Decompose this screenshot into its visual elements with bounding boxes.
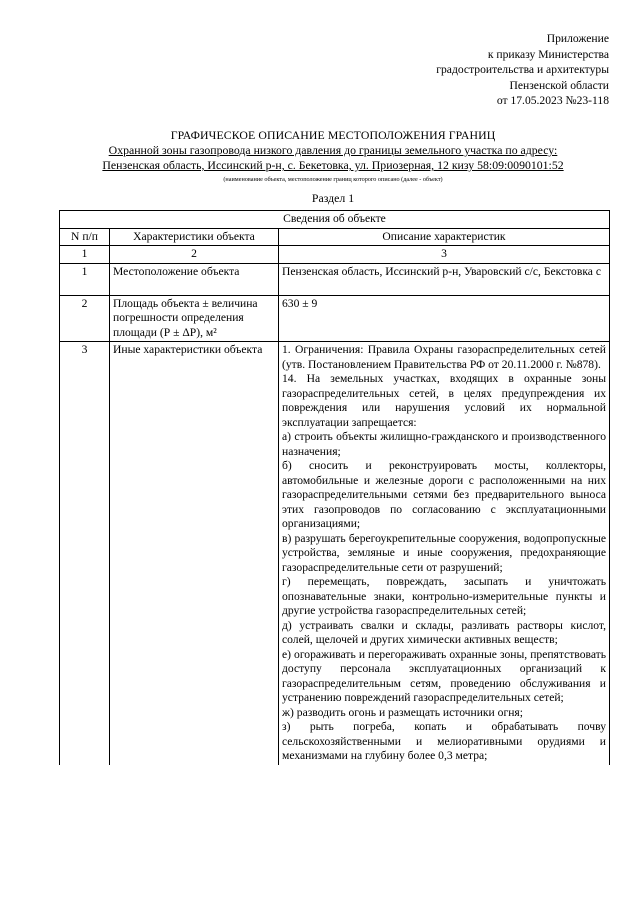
restriction-paragraph: в) разрушать берегоукрепительные сооружения, водопропускные устройства, земляные и иные сооружения, предохраняющие газораспределительные сети от разрушений; [282,531,607,574]
row-number: 2 [60,295,110,342]
header-cell-number: N п/п [60,228,110,246]
table-caption: Сведения об объекте [60,211,610,229]
restriction-paragraph: а) строить объекты жилищно-гражданского и производственного назначения; [282,430,607,458]
restriction-paragraph: г) перемещать, повреждать, засыпать и уничтожать опознавательные знаки, контрольно-измерительные пункты и другие устройства газораспределительных сетей; [282,575,607,617]
table-caption-row [60,211,610,229]
appendix-line: Пензенской области [509,78,609,92]
table-row [60,263,610,295]
document-title: ГРАФИЧЕСКОЕ ОПИСАНИЕ МЕСТОПОЛОЖЕНИЯ ГРАНИЦ [170,128,496,142]
object-description-note: (наименование объекта, местоположение границ которого описано (далее - объект) [223,176,443,183]
restriction-paragraph: з) рыть погреба, копать и обрабатывать почву сельскохозяйственными и мелиоративными орудиями и механизмами на глубину более 0,3 метра; [282,720,607,762]
appendix-line: от 17.05.2023 №23-118 [496,94,609,108]
object-description-line-2: Пензенская область, Иссинский р-н, с. Бекетовка, ул. Приозерная, 12 кизу 58:09:0090101:52 [102,158,564,172]
table-row [60,295,610,342]
appendix-line: Приложение [546,32,609,45]
object-description-line-1: Охранной зоны газопровода низкого давления до границы земельного участка по адресу: [108,143,558,157]
row-characteristic: Местоположение объекта [110,263,279,295]
document-title-block [58,128,608,184]
appendix-line: к приказу Министерства [487,47,609,61]
restriction-paragraph: д) устраивать свалки и склады, разливать растворы кислот, солей, щелочей и других химически активных веществ; [282,618,607,646]
column-number: 1 [60,246,110,264]
row-number: 1 [60,263,110,295]
row-description: 630 ± 9 [279,295,610,342]
appendix-line: градостроительства и архитектуры [436,63,609,77]
restriction-paragraph: ж) разводить огонь и размещать источники огня; [282,705,523,719]
column-number: 2 [110,246,279,264]
section-heading: Раздел 1 [311,191,355,205]
restriction-paragraph: 1. Ограничения: Правила Охраны газораспределительных сетей (утв. Постановлением Правительства РФ от 20.11.2000 г. №878). [282,343,607,371]
restriction-paragraph: б) сносить и реконструировать мосты, коллекторы, автомобильные и железные дороги с расположенными на них газораспределительными сетями без предварительного выноса этих газопроводов по согласованию с эксплуатационными организациями; [282,459,607,530]
restriction-paragraph: е) огораживать и перегораживать охранные зоны, препятствовать доступу персонала эксплуатационных организаций к газораспределительным сетям, проведению обслуживания и устранению повреждений газораспределительных сетей; [282,647,607,704]
column-number: 3 [279,246,610,264]
appendix-block [349,31,609,109]
header-cell-characteristics: Характеристики объекта [110,228,279,246]
header-cell-description: Описание характеристик [279,228,610,246]
row-description [279,342,610,765]
row-number: 3 [60,342,110,765]
table-row [60,342,610,765]
table-header-row [60,228,610,246]
row-description: Пензенская область, Иссинский р-н, Уваровский с/с, Бекстовка с [279,263,610,295]
table-column-numbers-row [60,246,610,264]
restriction-paragraph: 14. На земельных участках, входящих в охранные зоны газораспределительных сетей, в целях предупреждения их повреждения или нарушения условий их нормальной эксплуатации запрещается: [282,372,607,429]
row-characteristic: Иные характеристики объекта [110,342,279,765]
row-characteristic: Площадь объекта ± величина погрешности определения площади (Р ± ΔР), м² [110,295,279,342]
object-info-table [59,210,610,765]
